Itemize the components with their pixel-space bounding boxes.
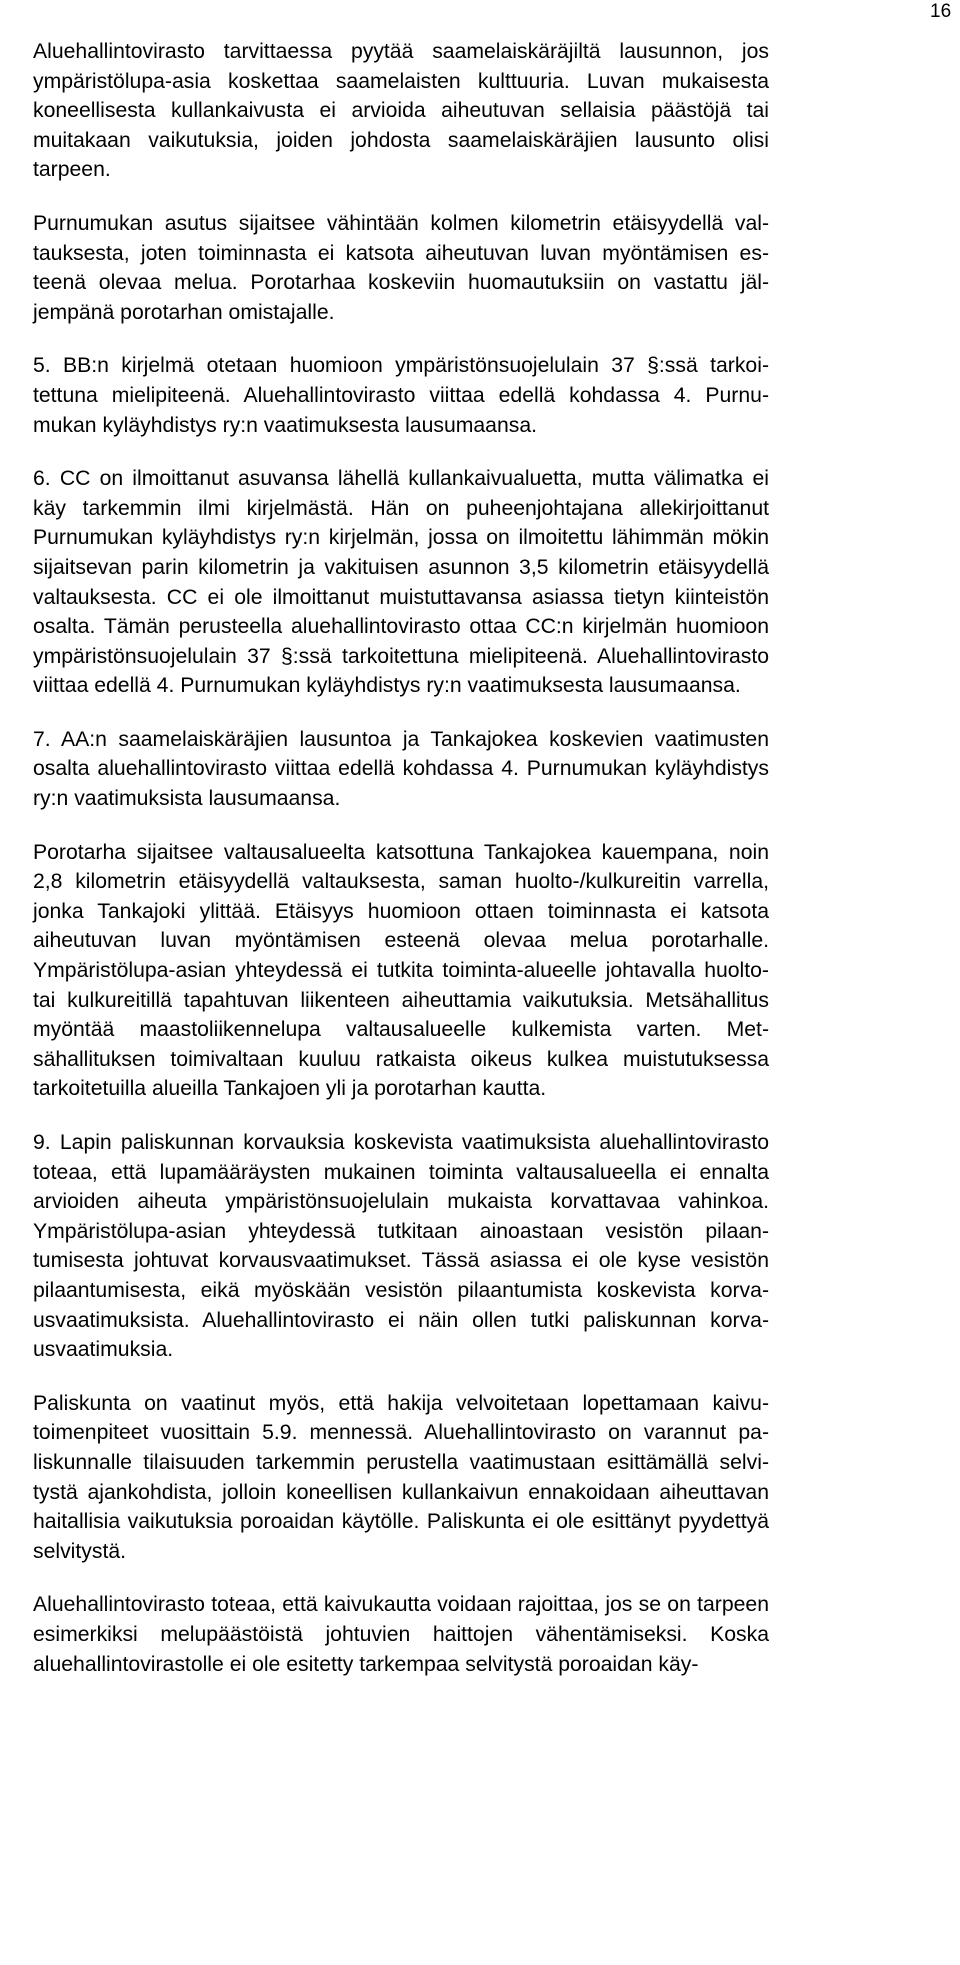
paragraph-7-aa: 7. AA:n saamelaiskäräjien lausuntoa ja Tankajokea koskevien vaatimusten osalta aluehallintovirasto viittaa edellä kohdassa 4. Purnumukan kyläyhdistys ry:n vaatimuksista lausumaansa. <box>33 727 769 811</box>
paragraph-6-cc: 6. CC on ilmoittanut asuvansa lähellä kullankaivualuetta, mutta välimatka ei käy tarkemmin ilmi kirjelmästä. Hän on puheenjohtajana allekirjoittanut Purnumukan kyläyhdistys ry:n kirjelmän, jossa on ilmoitettu lähimmän mökin sijaitsevan parin kilometrin ja vakituisen asunnon 3,5 kilometrin etäisyydellä valtauksesta. CC ei ole ilmoittanut muistuttavansa asiassa tietyn kiinteistön osalta. Tämän perusteella aluehallintovirasto ottaa CC:n kirjelmän huomioon ympäristönsuojelulain 37 §:ssä tarkoitettuna mielipiteenä. Aluehallintovirasto viittaa edellä 4. Purnumukan kyläyhdistys ry:n vaatimuksesta lausumaansa. <box>33 467 769 698</box>
paragraph-porotarha: Porotarha sijaitsee valtausalueelta katsottuna Tankajokea kauempana, noin 2,8 kilometrin etäisyydellä valtauksesta, saman huolto-/kulkureitin varrella, jonka Tankajoki ylittää. Etäisyys huomioon ottaen toiminnasta ei katsota aiheutuvan luvan myöntämisen esteenä olevaa melua porotarhalle. Ympäristölupa-asian yhteydessä ei tutkita toiminta-alueelle johtavalla huolto- tai kulkureitillä tapahtuvan liikenteen aiheuttamia vaikutuksia. Metsähallitus myöntää maastoliikennelupa valtausalueelle kulkemista varten. Metsähallituksen toimivaltaan kuuluu ratkaista oikeus kulkea muistutuksessa tarkoitetuilla alueilla Tankajoen yli ja porotarhan kautta. <box>33 840 769 1101</box>
paragraph-kaivutoimenpiteet: Paliskunta on vaatinut myös, että hakija velvoitetaan lopettamaan kaivutoimenpiteet vuosittain 5.9. mennessä. Aluehallintovirasto on varannut paliskunnalle tilaisuuden tarkemmin perustella vaatimustaan esittämällä selvitystä ajankohdista, jolloin koneellisen kullankaivun ennakoidaan aiheuttavan haitallisia vaikutuksia poroaidan käytölle. Paliskunta ei ole esittänyt pyydettyä selvitystä. <box>33 1391 769 1563</box>
paragraph-purnumukan-asutus: Purnumukan asutus sijaitsee vähintään kolmen kilometrin etäisyydellä valtauksesta, joten toiminnasta ei katsota aiheutuvan luvan myöntämisen esteenä olevaa melua. Porotarhaa koskeviin huomautuksiin on vastattu jäljempänä porotarhan omistajalle. <box>33 211 769 324</box>
paragraph-kaivukausi: Aluehallintovirasto toteaa, että kaivukautta voidaan rajoittaa, jos se on tarpeen esimerkiksi melupäästöistä johtuvien haittojen vähentämiseksi. Koska aluehallintovirastolle ei ole esitetty tarkempaa selvitystä poroaidan käy- <box>33 1593 769 1676</box>
paragraph-9-paliskunta: 9. Lapin paliskunnan korvauksia koskevista vaatimuksista aluehallintovirasto toteaa, että lupamääräysten mukainen toiminta valtausalueella ei ennalta arvioiden aiheuta ympäristönsuojelulain mukaista korvattavaa vahinkoa. Ympäristölupa-asian yhteydessä tutkitaan ainoastaan vesistön pilaantumisesta johtuvat korvausvaatimukset. Tässä asiassa ei ole kyse vesistön pilaantumisesta, eikä myöskään vesistön pilaantumista koskevista korvausvaatimuksista. Aluehallintovirasto ei näin ollen tutki paliskunnan korvausvaatimuksia. <box>33 1131 769 1362</box>
document-body <box>33 37 769 1679</box>
page-number: 16 <box>930 1 952 22</box>
paragraph-5-bb: 5. BB:n kirjelmä otetaan huomioon ympäristönsuojelulain 37 §:ssä tarkoitettuna mielipiteenä. Aluehallintovirasto viittaa edellä kohdassa 4. Purnumukan kyläyhdistys ry:n vaatimuksesta lausumaansa. <box>33 354 769 437</box>
paragraph-saamelaiskarajat: Aluehallintovirasto tarvittaessa pyytää saamelaiskäräjiltä lausunnon, jos ympäristölupa-asia koskettaa saamelaisten kulttuuria. Luvan mukaisesta koneellisesta kullankaivusta ei arvioida aiheutuvan sellaisia päästöjä tai muitakaan vaikutuksia, joiden johdosta saamelaiskäräjien lausunto olisi tarpeen. <box>33 40 769 182</box>
